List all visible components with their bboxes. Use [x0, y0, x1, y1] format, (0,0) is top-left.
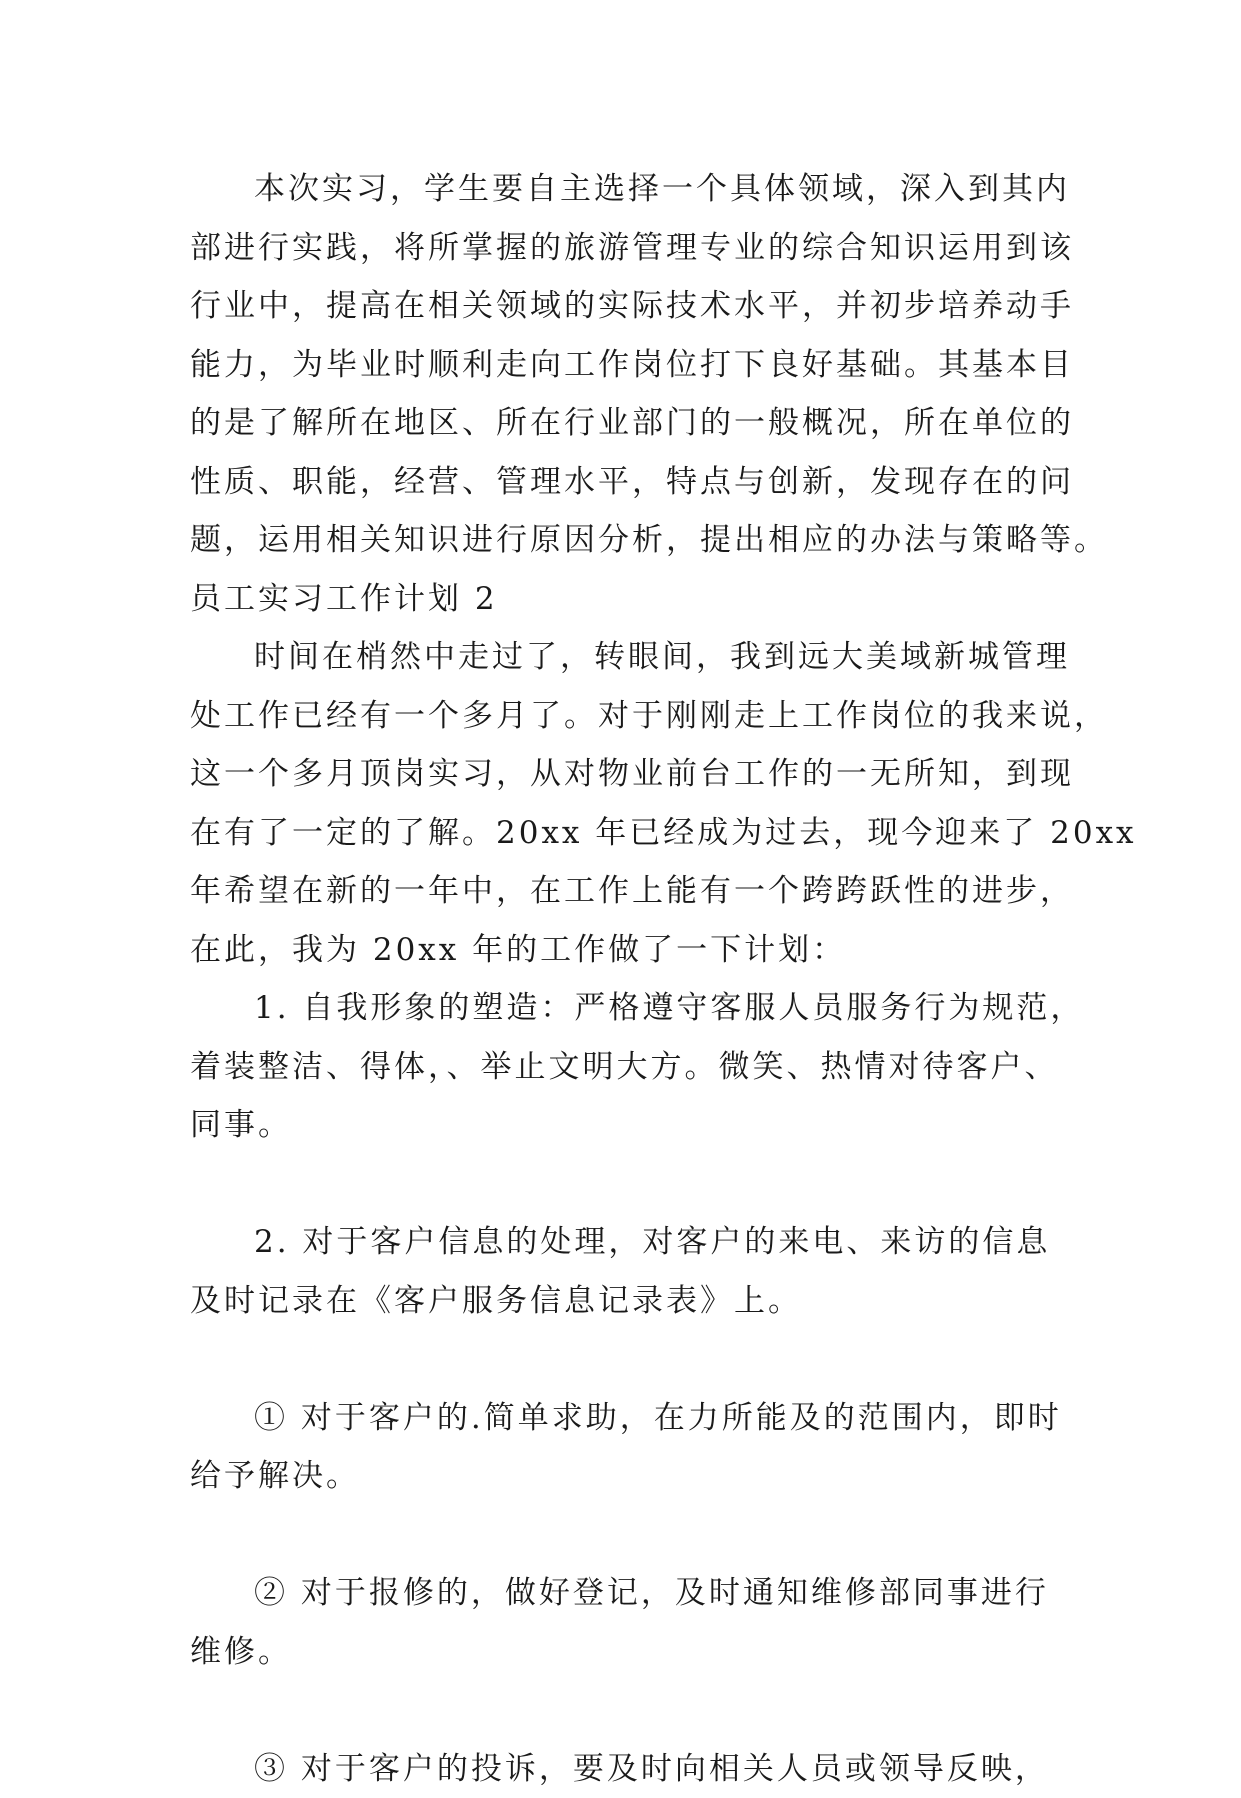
- list-item-line: 2. 对于客户信息的处理，对客户的来电、来访的信息: [190, 1213, 1056, 1272]
- paragraph-line: 处工作已经有一个多月了。对于刚刚走上工作岗位的我来说，: [190, 687, 1056, 746]
- list-item-line: 及时记录在《客户服务信息记录表》上。: [190, 1272, 1056, 1331]
- paragraph-line: 部进行实践，将所掌握的旅游管理专业的综合知识运用到该: [190, 219, 1056, 278]
- paragraph-line: 能力，为毕业时顺利走向工作岗位打下良好基础。其基本目: [190, 336, 1056, 395]
- list-item-line: 同事。: [190, 1096, 1056, 1155]
- paragraph-gap: [190, 1330, 1056, 1389]
- sub-item-line: ③ 对于客户的投诉，要及时向相关人员或领导反映，: [190, 1740, 1056, 1798]
- paragraph-line: 在此，我为 20xx 年的工作做了一下计划：: [190, 921, 1056, 980]
- paragraph-line: 这一个多月顶岗实习，从对物业前台工作的一无所知，到现: [190, 745, 1056, 804]
- sub-item-line: 给予解决。: [190, 1447, 1056, 1506]
- paragraph-line: 时间在梢然中走过了，转眼间，我到远大美域新城管理: [190, 628, 1056, 687]
- paragraph-line: 在有了一定的了解。20xx 年已经成为过去，现今迎来了 20xx: [190, 804, 1056, 863]
- paragraph-line: 的是了解所在地区、所在行业部门的一般概况，所在单位的: [190, 394, 1056, 453]
- paragraph-line: 题，运用相关知识进行原因分析，提出相应的办法与策略等。: [190, 511, 1056, 570]
- list-item-line: 1. 自我形象的塑造：严格遵守客服人员服务行为规范，: [190, 979, 1056, 1038]
- section-heading: 员工实习工作计划 2: [190, 570, 1056, 629]
- sub-item-line: ① 对于客户的.简单求助，在力所能及的范围内，即时: [190, 1389, 1056, 1448]
- paragraph-line: 性质、职能，经营、管理水平，特点与创新，发现存在的问: [190, 453, 1056, 512]
- paragraph-line: 行业中，提高在相关领域的实际技术水平，并初步培养动手: [190, 277, 1056, 336]
- paragraph-gap: [190, 1506, 1056, 1565]
- list-item-line: 着装整洁、得体，、举止文明大方。微笑、热情对待客户、: [190, 1038, 1056, 1097]
- sub-item-line: ② 对于报修的，做好登记，及时通知维修部同事进行: [190, 1564, 1056, 1623]
- paragraph-line: 本次实习，学生要自主选择一个具体领域，深入到其内: [190, 160, 1056, 219]
- sub-item-line: 维修。: [190, 1623, 1056, 1682]
- paragraph-line: 年希望在新的一年中，在工作上能有一个跨跨跃性的进步，: [190, 862, 1056, 921]
- paragraph-gap: [190, 1155, 1056, 1214]
- paragraph-gap: [190, 1681, 1056, 1740]
- document-body: [190, 160, 1056, 1798]
